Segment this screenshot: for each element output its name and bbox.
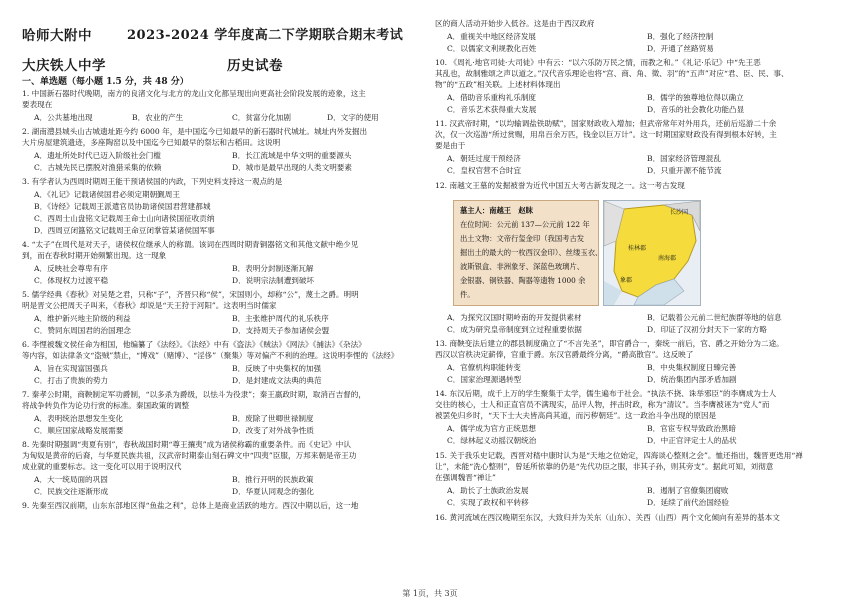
- q6-option-b: B．反映了中央集权的加强: [232, 364, 322, 373]
- question-8-text-cont: 为匈奴是黄帝的后裔，与华夏民族共祖，汉武帝时期泰山刻石碑文中“四夷”臣服，万邦来朝是帝王功: [22, 451, 357, 460]
- question-11-text: 11. 汉武帝时期，“以均输调盐铁助赋”，国家财政收入增加；但武帝常年对外用兵，还前后巡游二十余: [435, 119, 777, 128]
- q13-option-d: D．统治集团内部矛盾加剧: [647, 375, 737, 384]
- map-label: 南海郡: [658, 255, 677, 262]
- q9-option-b: B．强化了经济控制: [647, 32, 714, 41]
- question-14-text: 14. 东汉后期，成千上万的学生聚集于太学，儒生遍布于社会。“执法不挠、诛举邪臣”的李膺成为士人: [435, 389, 777, 398]
- question-7-text-cont: 将战争转负作为论功行赏的标准。秦国政策的调整: [22, 401, 190, 410]
- q13-option-c: C．国家治理源遇转型: [447, 375, 522, 384]
- q1-option-b: B．农业的产生: [132, 113, 184, 122]
- question-1-text-cont: 要表现在: [22, 100, 53, 109]
- page-number: 第 1页，共 3页: [402, 589, 458, 598]
- q8-option-d: D．华夏认同观念的强化: [232, 487, 315, 496]
- figure-line: 在位时间：公元前 137—公元前 122 年: [460, 220, 590, 229]
- q14-option-b: B．官宦专权导致政治黑暗: [647, 424, 737, 433]
- q11-option-a: A．朝廷过度干预经济: [447, 154, 521, 163]
- question-14-text-cont-2: 被罢免归乡时，“天下士大夫皆高尚其道，而污秽朝廷”。这一政治斗争出现的原因是: [435, 411, 717, 420]
- q4-option-c: C．体现权力过渡平稳: [34, 276, 109, 285]
- question-9-text: 9. 先秦至西汉前期，山东东部地区得“鱼盐之利”，总体上是商业活跃的地方。西汉中期以后，这一地: [22, 501, 359, 510]
- q8-option-c: C．民族交往逐渐形成: [34, 487, 109, 496]
- question-5-text-cont: 明是晋文公把周天子叫来，《春秋》却说是“天王狩于河阳”。这表明当时儒家: [22, 301, 277, 310]
- question-15-text-cont-2: 在强调魏晋“禅让”: [435, 473, 496, 482]
- q9-option-c: C．以儒家文利规教化百姓: [447, 44, 537, 53]
- question-5-text: 5. 儒学经典《春秋》对吴楚之君，只称“子”，齐晋只称“侯”，宋国则小，却称“公”，蔑土之爵。明明: [22, 290, 359, 299]
- school-name-1: 哈师大附中: [22, 28, 92, 44]
- question-6-text-cont: 等内容，如法律条文“盗贼”禁止，“博戏”（赌博）、“淫侈”（聚集）等对偏产不利的治理。这说明李悝的《法经》: [22, 351, 399, 360]
- figure-line: 掘出土的最大的一枚西汉金印）、丝缕玉衣、: [460, 248, 603, 257]
- q3-option-b: B．《诗经》记载周王派遣官员协助诸侯国君营建都城: [34, 202, 211, 211]
- q10-option-c: C．音乐艺术获得重大发展: [447, 105, 537, 114]
- map-label: 象郡: [620, 277, 633, 284]
- q14-option-a: A．儒学成为官方正统思想: [447, 424, 537, 433]
- question-13-text-cont: 西汉以官秩决定薪俸，官重于爵。东汉官爵最终分离，“爵高散官”。这反映了: [435, 350, 694, 359]
- map-label: 长沙国: [670, 209, 689, 216]
- section-heading: 一、单选题（每小题 1.5 分，共 48 分）: [22, 77, 189, 87]
- question-10-text-cont: 其乱也，故制雅颂之声以道之。”汉代音乐理论也将“宫、商、角、徵、羽”的“五声”对应“君、臣、民、事、: [435, 69, 789, 78]
- q5-option-a: A．维护新兴地主阶级的利益: [34, 314, 131, 323]
- question-15-text-cont: 让”，未能“洗心整则”，曾延所依靠的仍是“先代功臣之服，非其子孙，则其旁支”。据此可知，刘彻意: [435, 462, 774, 471]
- question-9-text-cont: 区的商人活动开始步入低谷。这是由于西汉政府: [435, 19, 595, 28]
- figure-line: 金银器、铜铁器、陶器等遗物 1000 余: [460, 276, 586, 285]
- q10-option-a: A．借助音乐重构礼乐制度: [447, 93, 537, 102]
- nanyue-tomb-figure: [453, 200, 699, 304]
- q7-option-b: B．废除了世卿世禄制度: [232, 414, 314, 423]
- q9-option-a: A．重视关中地区经济发展: [447, 32, 537, 41]
- q5-option-d: D．支持周天子参加诸侯会盟: [232, 326, 330, 335]
- q1-option-d: D．文字的使用: [327, 113, 379, 122]
- q3-option-a: A．《礼记》记载诸侯国君必须定期朝觐周王: [34, 190, 180, 199]
- exam-title: 2023-2024 学年度高二下学期联合期末考试: [127, 28, 404, 43]
- question-10-text: 10. 《周礼·地官司徒·大司徒》中有云：“以六乐防万民之情，而教之和。”《礼记·乐记》中“先王恶: [435, 58, 761, 67]
- q4-option-a: A．反映社会尊卑有序: [34, 264, 108, 273]
- subject-title: 历史试卷: [227, 58, 283, 74]
- q5-option-b: B．主张维护周代的礼乐秩序: [232, 314, 329, 323]
- q2-option-d: D．城市是最早出现的人类文明要素: [232, 163, 352, 172]
- q11-option-d: D．只重开源不能节流: [647, 166, 722, 175]
- right-column: [435, 0, 845, 607]
- q1-option-c: C．贫富分化加剧: [232, 113, 291, 122]
- q7-option-d: D．改变了对外战争性质: [232, 426, 315, 435]
- question-16-text: 16. 黄河流域在西汉晚期至东汉，大致归并为关东（山东）、关西（山西）两个文化倾向有差异的基本文: [435, 513, 780, 522]
- q9-option-d: D．开通了丝路贸易: [647, 44, 714, 53]
- q15-option-d: D．延续了前代治国经验: [647, 498, 730, 507]
- question-1-text: 1. 中国新石器时代晚期，南方的良渚文化与北方的龙山文化都呈现出向更高社会阶段发展的迹象，这主: [22, 89, 366, 98]
- left-column: [22, 0, 422, 607]
- q15-option-a: A．助长了士族政治发展: [447, 486, 529, 495]
- q2-option-b: B．长江流域是中华文明的重要源头: [232, 151, 352, 160]
- question-7-text: 7. 秦孝公时期，商鞅制定军功爵制，“以多杀为爵级，以怯斗为役隶”；秦王嬴政时期，取消百吉督的，: [22, 390, 366, 399]
- q11-option-c: C．皇权官营不合时宜: [447, 166, 522, 175]
- q4-option-b: B．表明分封制逐渐瓦解: [232, 264, 314, 273]
- question-14-text-cont: 交往的核心，士人和正直官员不满现实，品评人物，抨击时政，称为“清议”。当李膺被诬为“党人”而: [435, 400, 770, 409]
- nanyue-map: [603, 200, 701, 306]
- question-4-text-cont: 到，而在春秋时期开始频繁出现。这一现象: [22, 251, 167, 260]
- figure-line: 件。: [460, 290, 475, 299]
- q14-option-c: C．绿林起义动摇汉朝统治: [447, 436, 537, 445]
- q13-option-a: A．官僚机构职能转变: [447, 363, 521, 372]
- map-drawing: [604, 201, 700, 305]
- q2-option-a: A．遗址所处时代已迈入阶级社会门槛: [34, 151, 161, 160]
- q8-option-a: A．大一统局面的巩固: [34, 475, 108, 484]
- q7-option-a: A．表明统治思想发生变化: [34, 414, 124, 423]
- question-10-text-cont-2: 物”的“五政”相关联。上述材料体现出: [435, 80, 561, 89]
- question-4-text: 4. “太子”在周代是对天子，诸侯权位继承人的称谓。该词在西周时期青铜器铭文和其他文献中绝少见: [22, 240, 359, 249]
- q11-option-b: B．国家经济管理混乱: [647, 154, 721, 163]
- q4-option-d: D．说明宗法制遭到破坏: [232, 276, 315, 285]
- q12-option-a: A．为探究汉国时期岭南的开发提供素材: [447, 313, 582, 322]
- q12-option-b: B．记载着公元前二世纪族群等地的信息: [647, 313, 782, 322]
- q1-option-a: A．公共墓地出现: [34, 113, 93, 122]
- q13-option-b: B．中央集权制度日臻完善: [647, 363, 737, 372]
- q6-option-d: D．是封建成文法典的典范: [232, 376, 322, 385]
- question-11-text-cont-2: 要是由于: [435, 141, 466, 150]
- q12-option-c: C．成为研究皇帝制度到立过程重要依据: [447, 325, 582, 334]
- q10-option-b: B．儒学的独尊地位得以确立: [647, 93, 744, 102]
- map-label: 桂林郡: [628, 245, 647, 252]
- q15-option-b: B．遏制了官僚集团腐败: [647, 486, 729, 495]
- figure-line: 波斯银盒、非洲象牙、深蓝色玻璃片、: [460, 262, 585, 271]
- question-6-text: 6. 李悝被魏文侯任命为相国，他编纂了《法经》。《法经》中有《盗法》《贼法》《网法》《捕法》《杂法》: [22, 340, 366, 349]
- question-13-text: 13. 商鞅变法后建立的郡县制度确立了“不言先圣”，即官爵合一，秦统一前后，官、爵之开始分为二途。: [435, 339, 784, 348]
- q15-option-c: C．实现了政权和平转移: [447, 498, 529, 507]
- tomb-info-box: [453, 200, 603, 306]
- q3-option-d: D．西周豆闭簋铭文记载周王命豆闭掌管某诸侯国军事: [34, 226, 215, 235]
- question-12-text: 12. 南越文王墓的发掘被誉为近代中国五大考古新发现之一。这一考古发现: [435, 181, 685, 190]
- q5-option-c: C．赞同东周国君的治国理念: [34, 326, 131, 335]
- question-8-text-cont-2: 成业就的重要标志。这一变化可以用于说明汉代: [22, 462, 182, 471]
- school-name-2: 大庆铁人中学: [22, 58, 106, 74]
- q2-option-c: C．古城先民已摆脱对渔猎采集的依赖: [34, 163, 162, 172]
- q3-option-c: C．西周士山盘铭文记载周王命士山向诸侯国征收贡纳: [34, 214, 215, 223]
- question-11-text-cont: 次，仅一次巡游“所过赏赐，用帛百余万匹，钱金以巨万计”。这一时期国家财政没有得到根本好转，主: [435, 130, 777, 139]
- figure-line: 出土文物：文帝行玺金印（我国考古发: [460, 234, 585, 243]
- question-15-text: 15. 关于我乐史记载，西晋对嵇中康时认为是“天地之位始定，四海谈心整则之会”。恤还指出，魏晋更迭用“禅: [435, 451, 803, 460]
- q10-option-d: D．音乐的社会教化功能凸显: [647, 105, 745, 114]
- question-3-text: 3. 有学者认为西周时期周王能干预诸侯国的内政，下列史料支持这一观点的是: [22, 177, 283, 186]
- q6-option-a: A．旨在实现富国强兵: [34, 364, 108, 373]
- question-2-text-cont: 大片房屋建筑遗迹，多座陶窑以及中国迄今已知最早的祭坛和古稻田。这说明: [22, 138, 281, 147]
- q14-option-d: D．中正官评定士人的品状: [647, 436, 737, 445]
- q12-option-d: D．印证了汉初分封天下一家的方略: [647, 325, 767, 334]
- question-8-text: 8. 先秦时期强调“夷夏有别”，春秋战国时期“尊王攘夷”成为诸侯称霸的重要条件。而《史记》中认: [22, 440, 351, 449]
- q7-option-c: C．顺应国家战略发展需要: [34, 426, 124, 435]
- figure-line: 墓主人：南越王 赵眜: [460, 206, 533, 215]
- q6-option-c: C．打击了贵族的势力: [34, 376, 109, 385]
- question-2-text: 2. 湖南澧县城头山古城遗址距今约 6000 年，是中国迄今已知最早的新石器时代城址。城址内外发掘出: [22, 127, 368, 136]
- q8-option-b: B．推行开明的民族政策: [232, 475, 314, 484]
